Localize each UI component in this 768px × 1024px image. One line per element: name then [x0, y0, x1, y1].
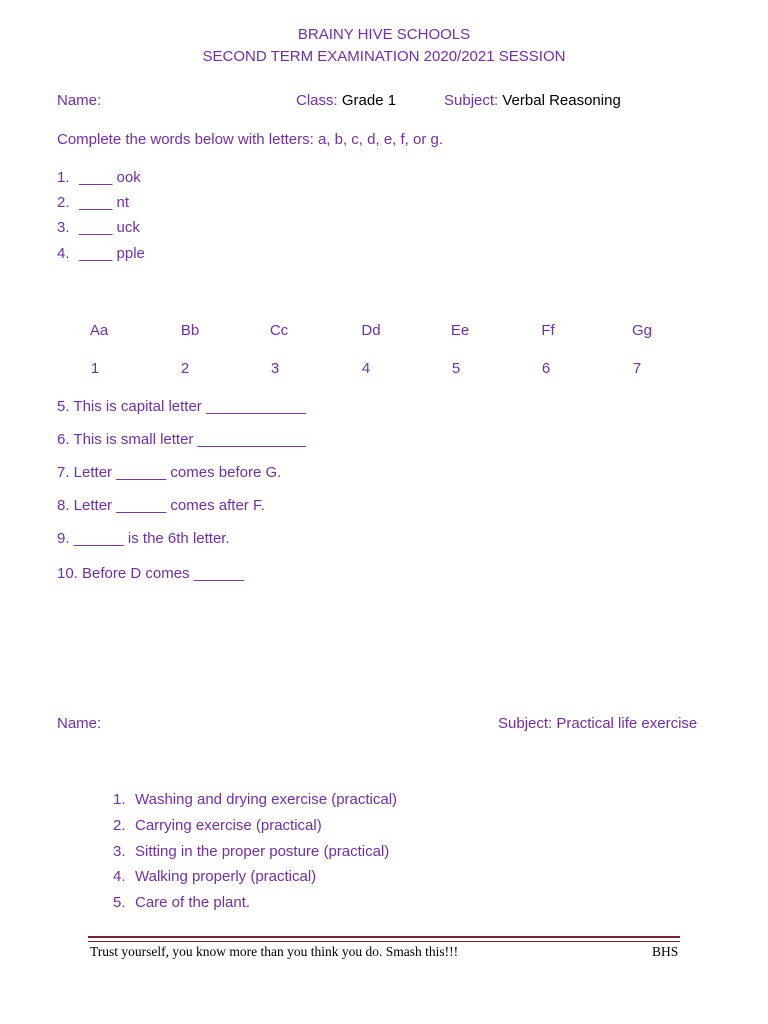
alphabet-letter: Gg	[631, 322, 652, 339]
alphabet-letter: Ee	[450, 322, 470, 339]
footer-initials: BHS	[652, 944, 679, 959]
footer-motto: Trust yourself, you know more than you think you do. Smash this!!!	[90, 944, 459, 959]
list-item: 2. Carrying exercise (practical)	[113, 817, 322, 834]
alphabet-letter: Bb	[180, 322, 200, 339]
question: 10. Before D comes ______	[57, 565, 244, 582]
question: 7. Letter ______ comes before G.	[57, 464, 282, 481]
list-item: 5. Care of the plant.	[113, 894, 251, 911]
alphabet-number: 1	[90, 360, 100, 377]
alphabet-number: 2	[180, 360, 190, 377]
list-item: 1. ____ ook	[57, 169, 141, 186]
subject-field	[444, 92, 621, 110]
list-item: 3. Sitting in the proper posture (practical)	[113, 843, 390, 860]
subject-value: Verbal Reasoning	[502, 92, 621, 109]
question: 9. ______ is the 6th letter.	[57, 530, 230, 547]
alphabet-number: 7	[632, 360, 642, 377]
alphabet-letter: Ff	[541, 322, 555, 339]
class-field	[296, 92, 396, 110]
alphabet-letter: Dd	[361, 322, 381, 339]
class-label: Class:	[296, 92, 338, 109]
question: 6. This is small letter _____________	[57, 431, 307, 448]
footer-rule	[88, 936, 680, 938]
list-item: 4. ____ pple	[57, 245, 145, 262]
alphabet-letter: Cc	[269, 322, 289, 339]
alphabet-number: 5	[451, 360, 461, 377]
section2-name-label: Name:	[57, 715, 102, 732]
alphabet-number: 6	[541, 360, 551, 377]
school-name: BRAINY HIVE SCHOOLS	[297, 26, 471, 43]
section2-subject: Subject: Practical life exercise	[498, 715, 698, 732]
list-item: 4. Walking properly (practical)	[113, 868, 317, 885]
question: 5. This is capital letter ____________	[57, 398, 307, 415]
list-item: 2. ____ nt	[57, 194, 130, 211]
exam-title: SECOND TERM EXAMINATION 2020/2021 SESSION	[202, 48, 566, 65]
list-item: 1. Washing and drying exercise (practical)	[113, 791, 398, 808]
subject-label: Subject:	[444, 92, 499, 109]
list-item: 3. ____ uck	[57, 219, 140, 236]
alphabet-number: 3	[270, 360, 280, 377]
alphabet-letter: Aa	[89, 322, 109, 339]
footer-rule-thin	[88, 941, 680, 942]
instruction-text: Complete the words below with letters: a, b, c, d, e, f, or g.	[57, 131, 444, 148]
question: 8. Letter ______ comes after F.	[57, 497, 265, 514]
class-value: Grade 1	[341, 92, 397, 109]
name-label: Name:	[57, 92, 102, 109]
alphabet-number: 4	[361, 360, 371, 377]
